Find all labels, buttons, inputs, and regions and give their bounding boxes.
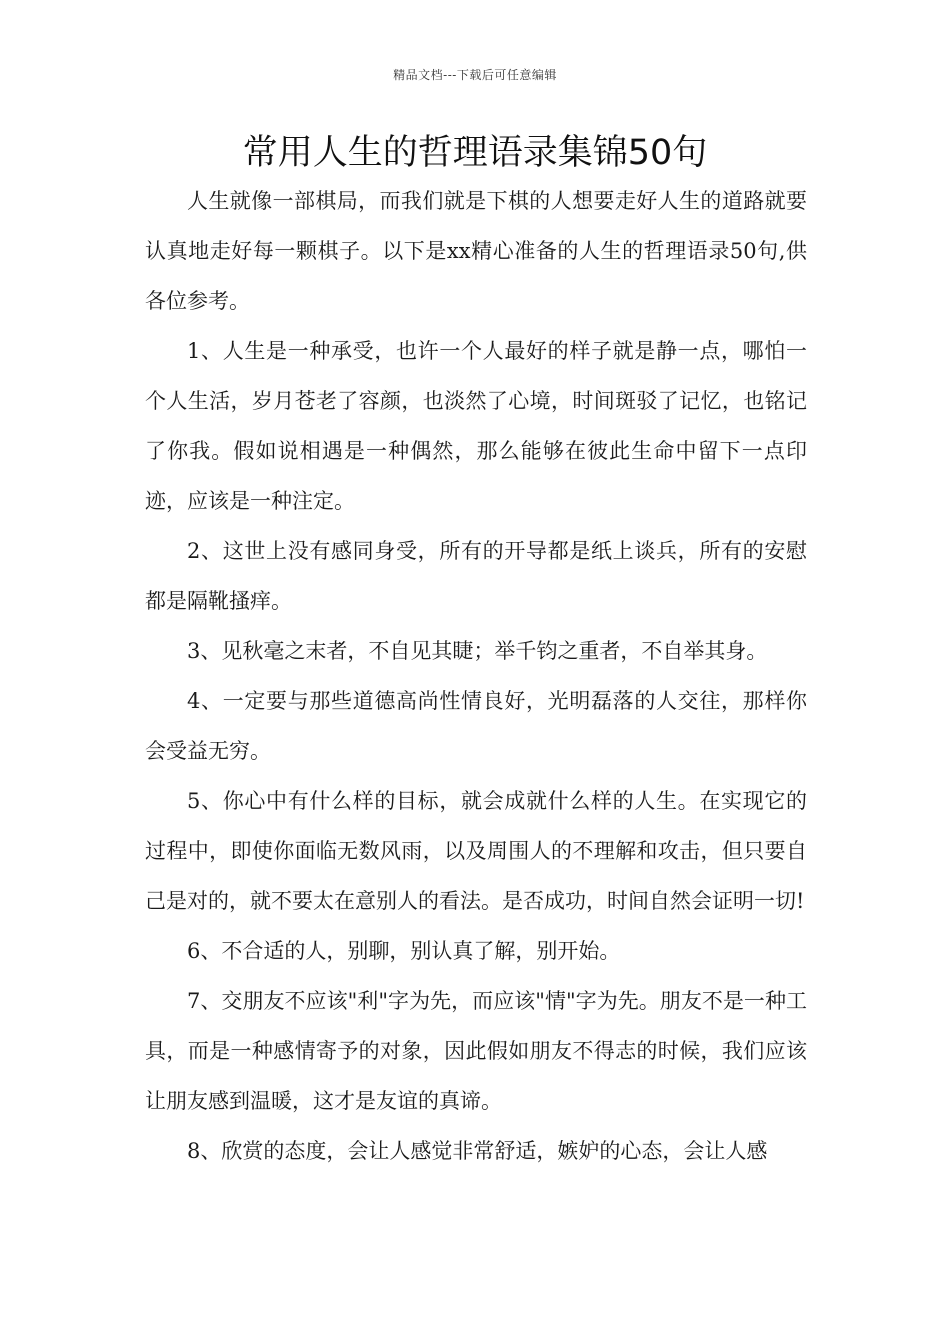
header-note: 精品文档---下载后可任意编辑	[393, 68, 557, 82]
paragraph-quote-1: 1、人生是一种承受，也许一个人最好的样子就是静一点，哪怕一个人生活，岁月苍老了容颜，也淡然了心境，时间斑驳了记忆，也铭记了你我。假如说相遇是一种偶然，那么能够在彼此生命中留下一点印迹，应该是一种注定。	[145, 339, 807, 513]
paragraph-quote-8: 8、欣赏的态度，会让人感觉非常舒适，嫉妒的心态，会让人感	[187, 1139, 768, 1163]
document-body	[145, 176, 807, 1176]
document-title: 常用人生的哲理语录集锦50句	[242, 133, 708, 173]
paragraph-quote-2: 2、这世上没有感同身受，所有的开导都是纸上谈兵，所有的安慰都是隔靴搔痒。	[145, 539, 807, 613]
paragraph-quote-6: 6、不合适的人，别聊，别认真了解，别开始。	[187, 939, 621, 963]
paragraph-quote-5: 5、你心中有什么样的目标，就会成就什么样的人生。在实现它的过程中，即使你面临无数风雨，以及周围人的不理解和攻击，但只要自己是对的，就不要太在意别人的看法。是否成功，时间自然会证明一切!	[145, 789, 807, 913]
paragraph-quote-7: 7、交朋友不应该"利"字为先，而应该"情"字为先。朋友不是一种工具，而是一种感情寄予的对象，因此假如朋友不得志的时候，我们应该让朋友感到温暖，这才是友谊的真谛。	[145, 989, 807, 1113]
paragraph-quote-3: 3、见秋毫之末者，不自见其睫；举千钧之重者，不自举其身。	[187, 639, 768, 663]
paragraph-quote-4: 4、一定要与那些道德高尚性情良好，光明磊落的人交往，那样你会受益无穷。	[145, 689, 807, 763]
paragraph-intro: 人生就像一部棋局，而我们就是下棋的人想要走好人生的道路就要认真地走好每一颗棋子。以下是xx精心准备的人生的哲理语录50句,供各位参考。	[145, 189, 807, 313]
